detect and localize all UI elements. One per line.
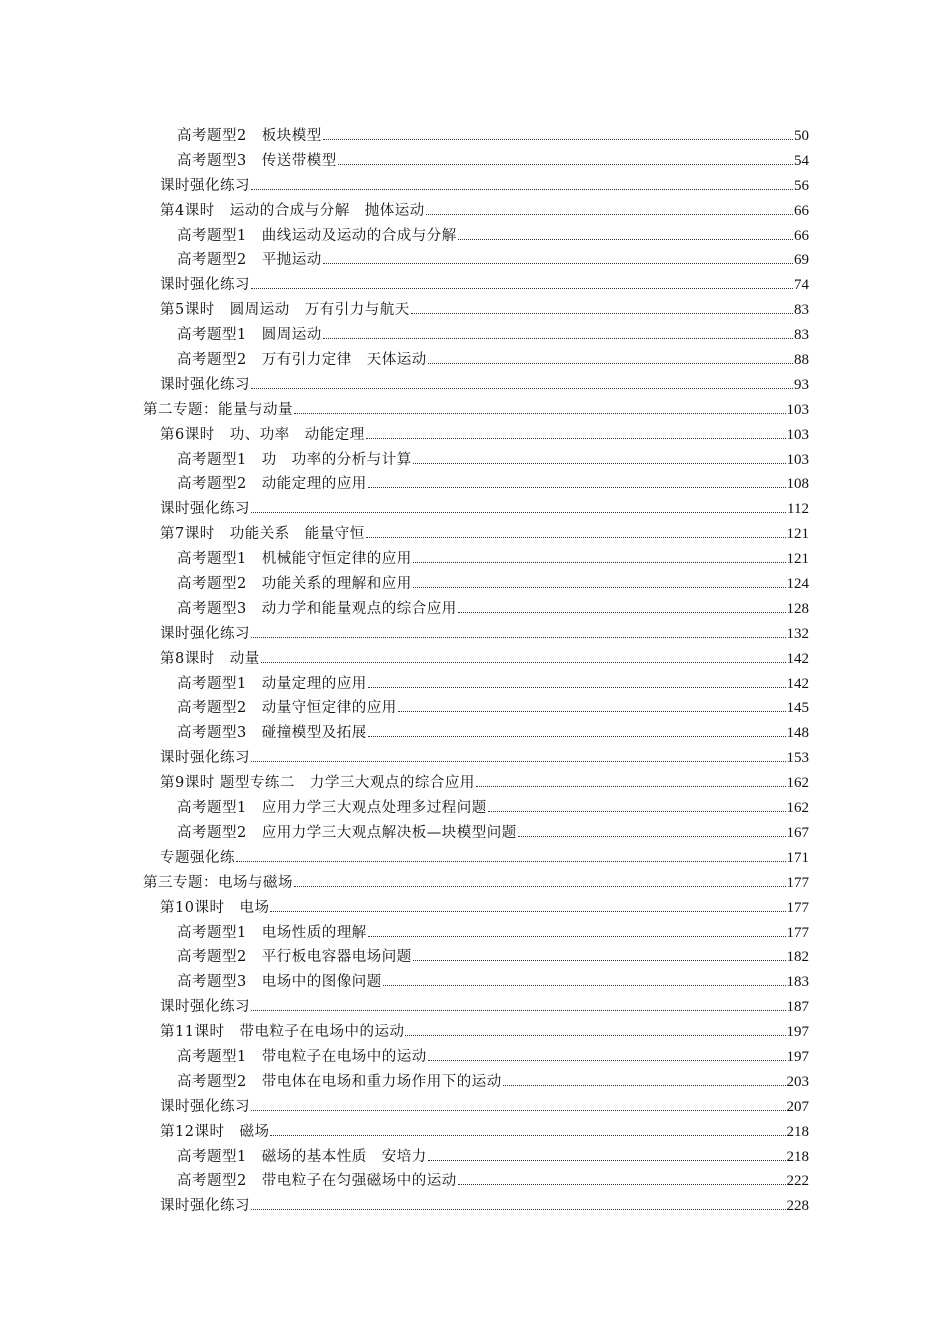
toc-entry[interactable] — [0, 398, 950, 423]
toc-entry-title: 课时强化练习 — [160, 376, 250, 393]
toc-entry[interactable] — [0, 1095, 950, 1120]
toc-entry[interactable] — [0, 1194, 950, 1219]
dot-leader — [270, 910, 785, 912]
toc-entry[interactable] — [0, 423, 950, 448]
toc-entry-page: 103 — [786, 451, 809, 468]
toc-entry-page: 121 — [786, 551, 809, 568]
toc-entry-title: 第4课时 运动的合成与分解 抛体运动 — [160, 202, 425, 219]
toc-entry[interactable] — [0, 298, 950, 323]
toc-entry-title: 高考题型2 功能关系的理解和应用 — [177, 576, 412, 593]
toc-entry-title: 课时强化练习 — [160, 1098, 250, 1115]
toc-entry-title: 高考题型2 平抛运动 — [177, 252, 322, 269]
toc-entry[interactable] — [0, 323, 950, 348]
toc-entry-page: 121 — [786, 526, 809, 543]
dot-leader — [251, 1208, 786, 1210]
toc-entry[interactable] — [0, 1070, 950, 1095]
dot-leader — [251, 760, 786, 762]
dot-leader — [251, 1009, 786, 1011]
toc-entry-title: 高考题型3 碰撞模型及拓展 — [177, 725, 367, 742]
toc-entry-page: 50 — [794, 128, 809, 144]
toc-entry[interactable] — [0, 248, 950, 273]
toc-entry[interactable] — [0, 572, 950, 597]
toc-entry-page: 218 — [786, 1123, 809, 1140]
toc-entry-title: 第6课时 功、功率 动能定理 — [160, 426, 365, 443]
toc-entry-page: 183 — [786, 974, 809, 991]
dot-leader — [251, 511, 786, 513]
toc-entry-title: 高考题型2 平行板电容器电场问题 — [177, 949, 412, 966]
toc-entry-page: 203 — [786, 1073, 809, 1090]
toc-entry-title: 课时强化练习 — [160, 750, 250, 767]
toc-entry-title: 第三专题：电场与磁场 — [143, 874, 293, 891]
toc-entry[interactable] — [0, 771, 950, 796]
dot-leader — [383, 984, 786, 986]
toc-entry-page: 218 — [786, 1148, 809, 1165]
toc-entry-page: 222 — [786, 1173, 809, 1190]
toc-entry-title: 高考题型2 板块模型 — [177, 128, 322, 144]
dot-leader — [323, 262, 793, 264]
dot-leader — [413, 586, 786, 588]
toc-entry[interactable] — [0, 522, 950, 547]
toc-entry-title: 高考题型1 曲线运动及运动的合成与分解 — [177, 227, 457, 244]
toc-entry[interactable] — [0, 224, 950, 249]
dot-leader — [405, 1034, 785, 1036]
toc-entry-title: 第7课时 功能关系 能量守恒 — [160, 526, 365, 543]
toc-entry-page: 197 — [786, 1048, 809, 1065]
toc-entry[interactable] — [0, 472, 950, 497]
dot-leader — [236, 860, 786, 862]
toc-entry[interactable] — [0, 199, 950, 224]
toc-entry-title: 高考题型2 应用力学三大观点解决板—块模型问题 — [177, 824, 517, 841]
toc-entry-title: 高考题型1 圆周运动 — [177, 327, 322, 344]
dot-leader — [294, 412, 786, 414]
dot-leader — [428, 1159, 786, 1161]
toc-entry-page: 167 — [786, 824, 809, 841]
dot-leader — [261, 661, 786, 663]
dot-leader — [426, 213, 793, 215]
toc-entry-page: 66 — [794, 227, 809, 244]
toc-entry[interactable] — [0, 696, 950, 721]
toc-entry-title: 高考题型1 磁场的基本性质 安培力 — [177, 1148, 427, 1165]
dot-leader — [458, 1183, 786, 1185]
toc-entry-page: 177 — [786, 924, 809, 941]
toc-entry[interactable] — [0, 1120, 950, 1145]
toc-entry-page: 124 — [786, 576, 809, 593]
toc-entry[interactable] — [0, 1045, 950, 1070]
toc-entry-page: 103 — [786, 401, 809, 418]
toc-entry-page: 207 — [786, 1098, 809, 1115]
dot-leader — [294, 885, 786, 887]
toc-entry-page: 66 — [794, 202, 809, 219]
dot-leader — [413, 462, 786, 464]
toc-entry[interactable] — [0, 149, 950, 174]
dot-leader — [413, 959, 786, 961]
toc-entry-title: 课时强化练习 — [160, 1198, 250, 1215]
toc-entry-page: 56 — [794, 177, 809, 194]
toc-entry-page: 142 — [786, 675, 809, 692]
dot-leader — [518, 835, 786, 837]
toc-entry-title: 第5课时 圆周运动 万有引力与航天 — [160, 302, 410, 319]
dot-leader — [323, 337, 793, 339]
dot-leader — [428, 1059, 786, 1061]
toc-entry-title: 第二专题：能量与动量 — [143, 401, 293, 418]
toc-entry-title: 课时强化练习 — [160, 177, 250, 194]
toc-entry-page: 187 — [786, 999, 809, 1016]
toc-entry-title: 第10课时 电场 — [160, 899, 270, 916]
dot-leader — [476, 785, 786, 787]
dot-leader — [368, 686, 786, 688]
toc-entry[interactable] — [0, 921, 950, 946]
toc-entry[interactable] — [0, 597, 950, 622]
toc-entry[interactable] — [0, 846, 950, 871]
dot-leader — [323, 138, 793, 140]
dot-leader — [366, 536, 786, 538]
dot-leader — [411, 312, 793, 314]
toc-entry-title: 高考题型1 功 功率的分析与计算 — [177, 451, 412, 468]
toc-entry[interactable] — [0, 672, 950, 697]
dot-leader — [251, 387, 793, 389]
toc-entry-title: 课时强化练习 — [160, 501, 250, 518]
toc-entry-title: 专题强化练 — [160, 849, 235, 866]
toc-entry-title: 第8课时 动量 — [160, 650, 260, 667]
toc-entry-title: 课时强化练习 — [160, 625, 250, 642]
dot-leader — [338, 163, 793, 165]
dot-leader — [368, 935, 786, 937]
toc-entry-page: 197 — [786, 1024, 809, 1041]
toc-entry-page: 112 — [787, 501, 809, 518]
toc-entry-page: 162 — [786, 800, 809, 817]
dot-leader — [251, 1109, 786, 1111]
toc-entry-page: 103 — [786, 426, 809, 443]
dot-leader — [251, 287, 793, 289]
toc-entry-title: 高考题型2 带电粒子在匀强磁场中的运动 — [177, 1173, 457, 1190]
dot-leader — [413, 561, 786, 563]
toc-entry-title: 课时强化练习 — [160, 277, 250, 294]
toc-entry-page: 177 — [786, 899, 809, 916]
toc-entry-page: 93 — [794, 376, 809, 393]
toc-entry-page: 54 — [794, 152, 809, 169]
toc-entry-page: 83 — [794, 327, 809, 344]
dot-leader — [488, 810, 786, 812]
dot-leader — [251, 636, 786, 638]
toc-entry[interactable] — [0, 547, 950, 572]
toc-entry[interactable] — [0, 970, 950, 995]
toc-entry-page: 145 — [786, 700, 809, 717]
toc-entry-title: 高考题型2 万有引力定律 天体运动 — [177, 352, 427, 369]
toc-entry-page: 132 — [786, 625, 809, 642]
toc-entry[interactable] — [0, 497, 950, 522]
toc-entry-title: 高考题型2 动量守恒定律的应用 — [177, 700, 397, 717]
toc-entry-page: 228 — [786, 1198, 809, 1215]
toc-entry-title: 第11课时 带电粒子在电场中的运动 — [160, 1024, 405, 1041]
dot-leader — [368, 486, 786, 488]
toc-entry-page: 162 — [786, 775, 809, 792]
toc-entry-title: 高考题型1 应用力学三大观点处理多过程问题 — [177, 800, 487, 817]
toc-entry[interactable] — [0, 348, 950, 373]
toc-entry[interactable] — [0, 174, 950, 199]
toc-entry[interactable] — [0, 995, 950, 1020]
dot-leader — [398, 710, 786, 712]
toc-entry[interactable] — [0, 721, 950, 746]
table-of-contents — [0, 124, 950, 1219]
toc-entry-title: 高考题型1 带电粒子在电场中的运动 — [177, 1048, 427, 1065]
toc-entry-page: 74 — [794, 277, 809, 294]
dot-leader — [503, 1084, 786, 1086]
dot-leader — [368, 735, 786, 737]
dot-leader — [428, 362, 793, 364]
toc-entry-title: 课时强化练习 — [160, 999, 250, 1016]
toc-entry-page: 182 — [786, 949, 809, 966]
toc-entry[interactable] — [0, 871, 950, 896]
toc-entry-title: 高考题型1 机械能守恒定律的应用 — [177, 551, 412, 568]
dot-leader — [458, 238, 793, 240]
dot-leader — [251, 188, 793, 190]
toc-entry-title: 高考题型2 带电体在电场和重力场作用下的运动 — [177, 1073, 502, 1090]
dot-leader — [458, 611, 786, 613]
toc-entry-page: 142 — [786, 650, 809, 667]
toc-entry-page: 153 — [786, 750, 809, 767]
toc-entry-title: 第9课时 题型专练二 力学三大观点的综合应用 — [160, 775, 475, 792]
toc-entry-title: 高考题型2 动能定理的应用 — [177, 476, 367, 493]
toc-entry[interactable] — [0, 373, 950, 398]
toc-entry-title: 高考题型3 动力学和能量观点的综合应用 — [177, 600, 457, 617]
dot-leader — [366, 437, 786, 439]
toc-entry[interactable] — [0, 124, 950, 149]
toc-entry[interactable] — [0, 1020, 950, 1045]
toc-entry-page: 88 — [794, 352, 809, 369]
toc-entry-page: 177 — [786, 874, 809, 891]
toc-entry-title: 第12课时 磁场 — [160, 1123, 270, 1140]
toc-entry[interactable] — [0, 1145, 950, 1170]
toc-entry-page: 148 — [786, 725, 809, 742]
toc-entry[interactable] — [0, 1169, 950, 1194]
toc-entry-title: 高考题型1 动量定理的应用 — [177, 675, 367, 692]
toc-entry[interactable] — [0, 622, 950, 647]
toc-entry[interactable] — [0, 448, 950, 473]
toc-entry[interactable] — [0, 796, 950, 821]
toc-entry[interactable] — [0, 821, 950, 846]
toc-entry-title: 高考题型3 电场中的图像问题 — [177, 974, 382, 991]
dot-leader — [270, 1134, 785, 1136]
toc-entry-title: 高考题型1 电场性质的理解 — [177, 924, 367, 941]
toc-entry-page: 108 — [786, 476, 809, 493]
toc-entry[interactable] — [0, 647, 950, 672]
toc-entry-page: 171 — [786, 849, 809, 866]
toc-entry[interactable] — [0, 896, 950, 921]
toc-entry-page: 69 — [794, 252, 809, 269]
toc-entry-page: 83 — [794, 302, 809, 319]
toc-entry[interactable] — [0, 746, 950, 771]
toc-entry-title: 高考题型3 传送带模型 — [177, 152, 337, 169]
toc-entry[interactable] — [0, 273, 950, 298]
toc-entry-page: 128 — [786, 600, 809, 617]
toc-entry[interactable] — [0, 945, 950, 970]
